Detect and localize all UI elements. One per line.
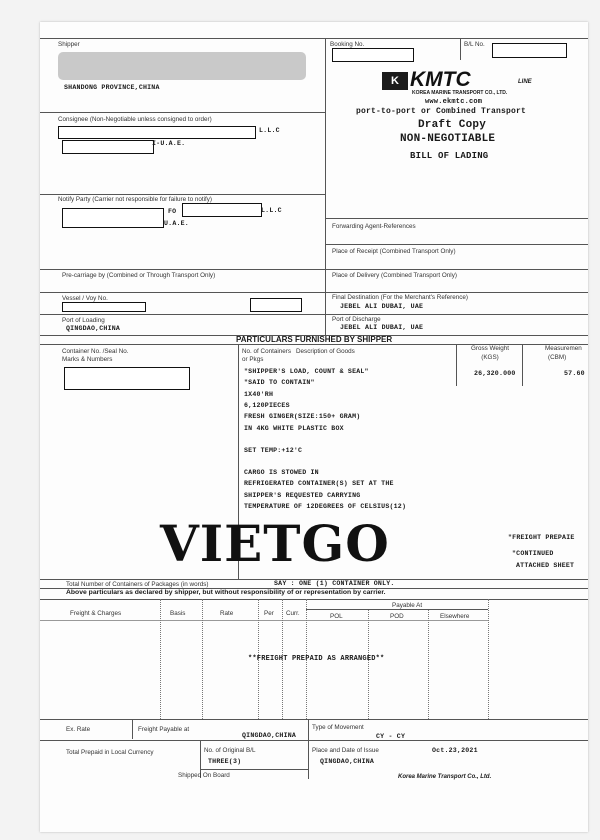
goods-line: 1X40'RH [244, 391, 274, 398]
receipt-label: Place of Receipt (Combined Transport Only) [332, 248, 456, 255]
orig-bl-value: THREE(3) [208, 758, 242, 765]
loading-value: QINGDAO,CHINA [66, 325, 121, 332]
vessel-label: Vessel / Voy No. [62, 295, 108, 302]
col-per: Per [264, 610, 274, 617]
freight-note: **FREIGHT PREPAID AS ARRANGED** [248, 655, 385, 663]
kmtc-logo-icon: K [382, 72, 408, 90]
notify-country: U.A.E. [164, 220, 189, 227]
total-prepaid-label: Total Prepaid in Local Currency [66, 749, 154, 756]
bl-number-redacted [492, 43, 567, 58]
col-num2: or Pkgs [242, 356, 264, 363]
goods-line: "SAID TO CONTAIN" [244, 379, 315, 386]
measurement: 57.60 [564, 370, 585, 377]
notify-name2-redacted [182, 203, 262, 217]
freight-col-line [488, 599, 489, 719]
goods-line: REFRIGERATED CONTAINER(S) SET AT THE [244, 480, 394, 487]
col-freight-charges: Freight & Charges [70, 610, 122, 617]
freight-col-line [202, 599, 203, 719]
orig-bl-label: No. of Original B/L [204, 747, 256, 754]
divider-loading [40, 314, 588, 315]
total-containers-value: SAY : ONE (1) CONTAINER ONLY. [274, 580, 395, 587]
divider-payable [306, 609, 488, 610]
freight-payable-label: Freight Payable at [138, 726, 190, 733]
particulars-heading: PARTICULARS FURNISHED BY SHIPPER [236, 335, 393, 344]
goods-line: SHIPPER'S REQUESTED CARRYING [244, 492, 361, 499]
side-note: ATTACHED SHEET [516, 562, 575, 569]
goods-line: IN 4KG WHITE PLASTIC BOX [244, 425, 344, 432]
consignee-name-redacted [58, 126, 256, 139]
container-number-redacted [64, 367, 190, 390]
kmtc-logo-text: KMTC [410, 68, 471, 91]
divider-freight-cols [40, 620, 488, 621]
goods-line: SET TEMP:+12'C [244, 447, 303, 454]
notify-label: Notify Party (Carrier not responsible for failure to notify) [58, 196, 212, 203]
col-pod: POD [390, 613, 404, 620]
divider-top [40, 38, 588, 39]
col-num1: No. of Containers [242, 348, 292, 355]
carrier-transport: port-to-port or Combined Transport [356, 107, 527, 116]
divider-exrate [132, 719, 133, 739]
col-payable: Payable At [392, 602, 423, 609]
issue-date: Oct.23,2021 [432, 747, 478, 754]
divider-consignee [40, 112, 326, 113]
divider-precarriage [40, 269, 588, 270]
gross-weight: 26,320.000 [474, 370, 516, 377]
divider-footer [40, 719, 588, 720]
vietgo-watermark: VIETGO [160, 514, 390, 573]
kmtc-logo-sub: LINE [518, 79, 532, 85]
final-destination-label: Final Destination (For the Merchant's Reference) [332, 294, 468, 301]
discharge-value: JEBEL ALI DUBAI, UAE [340, 324, 424, 331]
carrier-signature: Korea Marine Transport Co., Ltd. [398, 774, 492, 780]
consignee-label: Consignee (Non-Negotiable unless consigned to order) [58, 116, 212, 123]
non-negotiable: NON-NEGOTIABLE [400, 133, 496, 145]
goods-line: 6,120PIECES [244, 402, 290, 409]
draft-copy: Draft Copy [418, 119, 487, 131]
notify-prefix: FO [168, 208, 177, 215]
goods-line: FRESH GINGER(SIZE:150+ GRAM) [244, 413, 361, 420]
col-container: Container No. /Seal No. [62, 348, 129, 355]
carrier-website: www.ekmtc.com [425, 98, 483, 106]
shipper-label: Shipper [58, 41, 80, 48]
col-marks: Marks & Numbers [62, 356, 113, 363]
col-measure-unit: (CBM) [548, 354, 567, 361]
side-note: "FREIGHT PREPAIE [508, 534, 575, 541]
consignee-suffix: L.L.C [259, 127, 280, 134]
divider-forwarding [326, 218, 588, 219]
side-note: "CONTINUED [512, 550, 554, 557]
discharge-label: Port of Discharge [332, 316, 381, 323]
declared-note: Above particulars as declared by shipper, but without responsibility of or representation by carrier. [66, 589, 386, 596]
col-measure: Measuremen [545, 345, 582, 352]
bl-label: B/L No. [464, 41, 485, 48]
divider-booking [460, 38, 461, 60]
col-desc: Description of Goods [296, 348, 355, 355]
bill-of-lading-title: BILL OF LADING [410, 151, 489, 161]
voyage-redacted [250, 298, 302, 312]
forwarding-label: Forwarding Agent-References [332, 223, 416, 230]
shipper-address: SHANDONG PROVINCE,CHINA [64, 84, 160, 91]
freight-col-line [368, 610, 369, 719]
precarriage-label: Pre-carriage by (Combined or Through Transport Only) [62, 272, 216, 279]
vessel-redacted [62, 302, 146, 312]
booking-number-redacted [332, 48, 414, 62]
goods-line: "SHIPPER'S LOAD, COUNT & SEAL" [244, 368, 369, 375]
divider-weight [456, 344, 457, 386]
col-rate: Rate [220, 610, 234, 617]
loading-label: Port of Loading [62, 317, 105, 324]
booking-label: Booking No. [330, 41, 365, 48]
divider-movement [308, 719, 309, 779]
col-basis: Basis [170, 610, 186, 617]
goods-line: CARGO IS STOWED IN [244, 469, 319, 476]
col-elsewhere: Elsewhere [440, 613, 470, 620]
ex-rate-label: Ex. Rate [66, 726, 91, 733]
movement-label: Type of Movement [312, 724, 364, 731]
final-destination-value: JEBEL ALI DUBAI, UAE [340, 303, 424, 310]
notify-suffix: L.L.C [261, 207, 282, 214]
col-curr: Curr. [286, 610, 300, 617]
bill-of-lading-sheet [40, 22, 588, 832]
divider-footer2 [40, 740, 588, 741]
consignee-country: I-U.A.E. [152, 140, 186, 147]
divider-measure [522, 344, 523, 386]
issue-place: QINGDAO,CHINA [320, 758, 375, 765]
issue-label: Place and Date of Issue [312, 747, 379, 754]
freight-col-line [160, 599, 161, 719]
col-pol: POL [330, 613, 343, 620]
divider-freight-head [40, 599, 588, 600]
consignee-address-redacted [62, 140, 154, 154]
notify-name-redacted [62, 208, 164, 228]
divider-notify [40, 194, 326, 195]
total-containers-label: Total Number of Containers of Packages (in words) [66, 581, 209, 588]
freight-col-line [428, 610, 429, 719]
shipper-name-redacted [58, 52, 306, 80]
movement-value: CY - CY [376, 733, 406, 740]
freight-payable-value: QINGDAO,CHINA [242, 732, 297, 739]
shipped-on-board: Shipped On Board [178, 772, 230, 779]
delivery-label: Place of Delivery (Combined Transport Only) [332, 272, 457, 279]
col-weight: Gross Weight [470, 345, 510, 352]
col-weight-unit: (KGS) [481, 354, 499, 361]
carrier-company: KOREA MARINE TRANSPORT CO., LTD. [412, 90, 508, 96]
divider-shipped [200, 769, 308, 770]
divider-vessel [40, 292, 588, 293]
goods-line: TEMPERATURE OF 12DEGREES OF CELSIUS(12) [244, 503, 407, 510]
divider-receipt [326, 244, 588, 245]
